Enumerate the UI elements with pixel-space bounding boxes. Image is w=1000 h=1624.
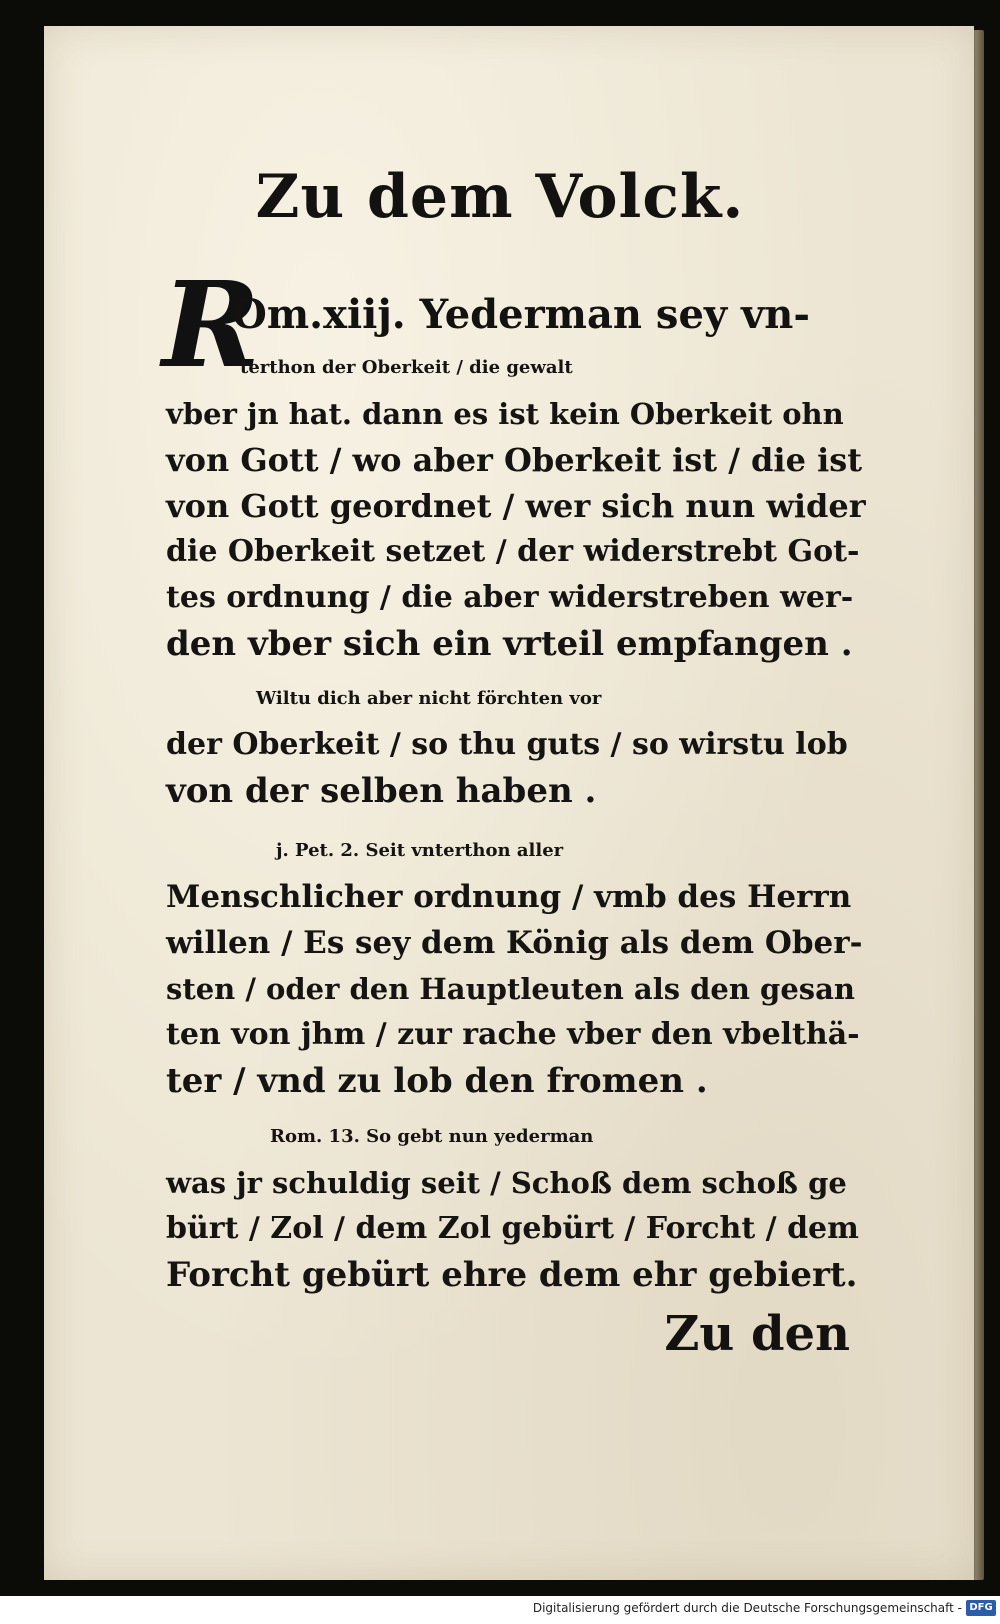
drop-cap: R [162,255,261,394]
catchword: Zu den [664,1306,850,1362]
text-line: Menschlicher ordnung / vmb des Herrn [166,879,852,915]
text-line: ter / vnd zu lob den fromen . [166,1061,708,1101]
text-line: vber jn hat. dann es ist kein Oberkeit ohn [166,397,844,431]
text-line: von der selben haben . [166,771,597,811]
text-line: Wiltu dich aber nicht förchten vor [256,688,602,709]
text-line: willen / Es sey dem König als dem Ober- [166,925,863,961]
first-line: Om.xiij. Yederman sey vn- [232,291,810,338]
page-heading: Zu dem Volck. [255,162,745,232]
text-line: was jr schuldig seit / Schoß dem schoß ge [166,1166,847,1200]
text-line: ten von jhm / zur rache vber den vbelthä- [166,1017,860,1052]
dfg-logo-icon: DFG [966,1600,996,1616]
text-line: terthon der Oberkeit / die gewalt [240,357,573,378]
text-line: j. Pet. 2. Seit vnterthon aller [276,840,564,861]
text-line: bürt / Zol / dem Zol gebürt / Forcht / dem [166,1211,859,1246]
text-line: von Gott geordnet / wer sich nun wider [166,487,866,525]
text-line: die Oberkeit setzet / der widerstrebt Got- [166,534,860,569]
text-line: sten / oder den Hauptleuten als den gesan [166,972,855,1006]
text-line: der Oberkeit / so thu guts / so wirstu lob [166,727,848,762]
footer-credit: Digitalisierung gefördert durch die Deutsche Forschungsgemeinschaft - [532,1601,962,1615]
text-line: tes ordnung / die aber widerstreben wer- [166,580,854,615]
text-line: Forcht gebürt ehre dem ehr gebiert. [166,1255,858,1295]
text-line: von Gott / wo aber Oberkeit ist / die ist [166,441,863,479]
text-line: Rom. 13. So gebt nun yederman [270,1126,594,1147]
text-line: den vber sich ein vrteil empfangen . [166,624,853,664]
